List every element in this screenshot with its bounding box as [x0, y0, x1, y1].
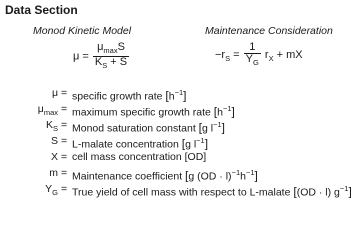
definition-mumax	[0, 102, 338, 119]
definition-s	[0, 134, 338, 151]
equals-sign: =	[61, 183, 68, 195]
definition-mu	[0, 86, 338, 103]
equals-sign: =	[61, 167, 68, 179]
maintenance-numerator: 1	[244, 42, 261, 54]
maintenance-denominator: $Y_G$	[245, 53, 259, 68]
definition-yg	[0, 182, 352, 199]
definition-symbol: $\mu_{max}$	[37, 103, 58, 118]
monod-lhs: μ =	[73, 50, 89, 63]
maintenance-fraction	[244, 42, 261, 68]
maintenance-rhs: $r_X$ + mX	[264, 49, 303, 64]
maintenance-lhs: $-r_S$ =	[215, 49, 240, 64]
monod-header: Monod Kinetic Model	[33, 25, 132, 37]
definition-ks	[0, 118, 338, 135]
definition-symbol: S	[50, 135, 58, 147]
definition-symbol: X	[50, 151, 58, 163]
definition-description: cell mass concentration [OD]	[72, 151, 207, 163]
equals-sign: =	[61, 151, 68, 163]
equals-sign: =	[61, 103, 68, 115]
definition-symbol: $Y_G$	[45, 183, 58, 198]
monod-denominator: $K_S + S$	[94, 56, 128, 71]
definition-description: Monod saturation constant [g $l^{-1}$]	[72, 120, 226, 135]
definition-symbol: μ	[51, 87, 58, 99]
definition-symbol: m	[49, 167, 58, 179]
section-title: Data Section	[5, 3, 78, 17]
equals-sign: =	[61, 87, 68, 99]
monod-fraction	[93, 42, 129, 71]
definition-description: maximum specific growth rate $[h^{-1}]$	[72, 104, 235, 119]
equals-sign: =	[61, 135, 68, 147]
definition-description: L-malate concentration [g $l^{-1}$]	[72, 136, 209, 151]
equals-sign: =	[61, 119, 68, 131]
definition-m	[0, 166, 338, 183]
maintenance-equation	[215, 42, 303, 68]
maintenance-header: Maintenance Consideration	[205, 25, 333, 37]
monod-numerator: $\mu_{max}S$	[93, 42, 129, 57]
definition-description: specific growth rate $[h^{-1}]$	[72, 88, 187, 103]
definition-symbol: $K_S$	[45, 119, 58, 134]
definition-x	[0, 150, 338, 164]
definition-description: True yield of cell mass with respect to L-malate [(OD · l) $g^{-1}$]	[72, 184, 352, 199]
definition-description: Maintenance coefficient [g $(OD \cdot l)^{-1}h^{-1}$]	[72, 168, 258, 183]
monod-equation	[73, 42, 130, 71]
